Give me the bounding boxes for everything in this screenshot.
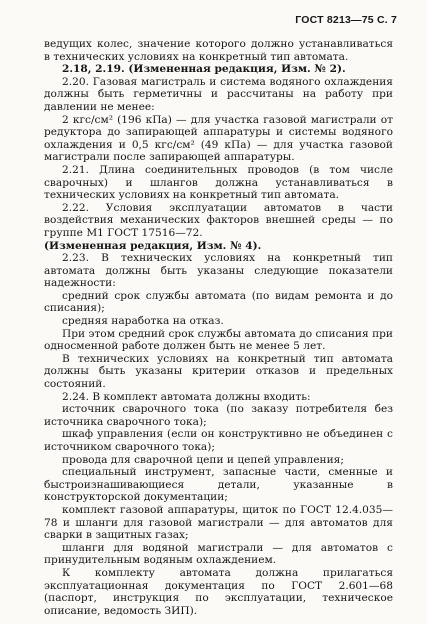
list-item-wires: провода для сварочной цепи и цепей управления; xyxy=(62,453,344,466)
page-header: ГОСТ 8213—75 С. 7 xyxy=(295,14,397,26)
document-body xyxy=(44,38,393,617)
paragraph-2-22: 2.22. Условия эксплуатации автоматов в части воздействия механических факторов внешней среды — по группе М1 ГОСТ 17516—72. xyxy=(44,201,393,239)
list-item-control-cabinet: шкаф управления (если он конструктивно не объединен с источником сварочного тока); xyxy=(44,428,393,453)
list-item-mtbf: средняя наработка на отказ. xyxy=(62,315,224,328)
paragraph-service-life-min: При этом средний срок службы автомата до списания при односменной работе должен быть не менее 5 лет. xyxy=(44,327,393,353)
paragraph-continuation: ведущих колес, значение которого должно устанавливаться в технических условиях на конкретный тип автомата. xyxy=(44,38,393,63)
list-item-power-source: источник сварочного тока (по заказу потребителя без источника сварочного тока); xyxy=(44,403,393,428)
list-item-water-hoses: шланги для водяной магистрали — для автоматов с принудительным водяным охлаждением. xyxy=(44,541,393,567)
paragraph-2-20-pressure: 2 кгс/см² (196 кПа) — для участка газовой магистрали от редуктора до запирающей аппаратуры и системы водяного охлаждения и 0,5 кгс/см² (49 кПа) — для участка газовой магистрали после запирающей аппаратуры. xyxy=(44,113,393,164)
paragraph-documentation: К комплекту автомата должна прилагаться эксплуатационная документация по ГОСТ 2.601—68 (паспорт, инструкция по эксплуатации, техническое описание, ведомость ЗИП). xyxy=(44,566,393,617)
paragraph-amendment-4: (Измененная редакция, Изм. № 4). xyxy=(44,239,262,252)
paragraph-2-23: 2.23. В технических условиях на конкретный тип автомата должны быть указаны следующие показатели надежности: xyxy=(44,252,393,290)
list-item-tools-spares: специальный инструмент, запасные части, сменные и быстроизнашивающиеся детали, указанные в конструкторской документации; xyxy=(44,466,393,504)
paragraph-2-20: 2.20. Газовая магистраль и система водяного охлаждения должны быть герметичны и рассчитаны на работу при давлении не менее: xyxy=(44,75,393,113)
list-item-gas-equipment: комплект газовой аппаратуры, щиток по ГОСТ 12.4.035—78 и шланги для газовой магистрали — для автоматов для сварки в защитных газах; xyxy=(44,503,393,542)
paragraph-failure-criteria: В технических условиях на конкретный тип автомата должны быть указаны критерии отказов и предельных состояний. xyxy=(44,352,393,391)
paragraph-2-21: 2.21. Длина соединительных проводов (в том числе сварочных) и шлангов должна устанавливаться в технических условиях на конкретный тип автомата. xyxy=(44,163,393,202)
paragraph-2-18-2-19: 2.18, 2.19. (Измененная редакция, Изм. № 2). xyxy=(62,63,346,76)
paragraph-2-24: 2.24. В комплект автомата должны входить: xyxy=(62,390,311,403)
list-item-service-life: средний срок службы автомата (по видам ремонта и до списания); xyxy=(44,289,393,315)
